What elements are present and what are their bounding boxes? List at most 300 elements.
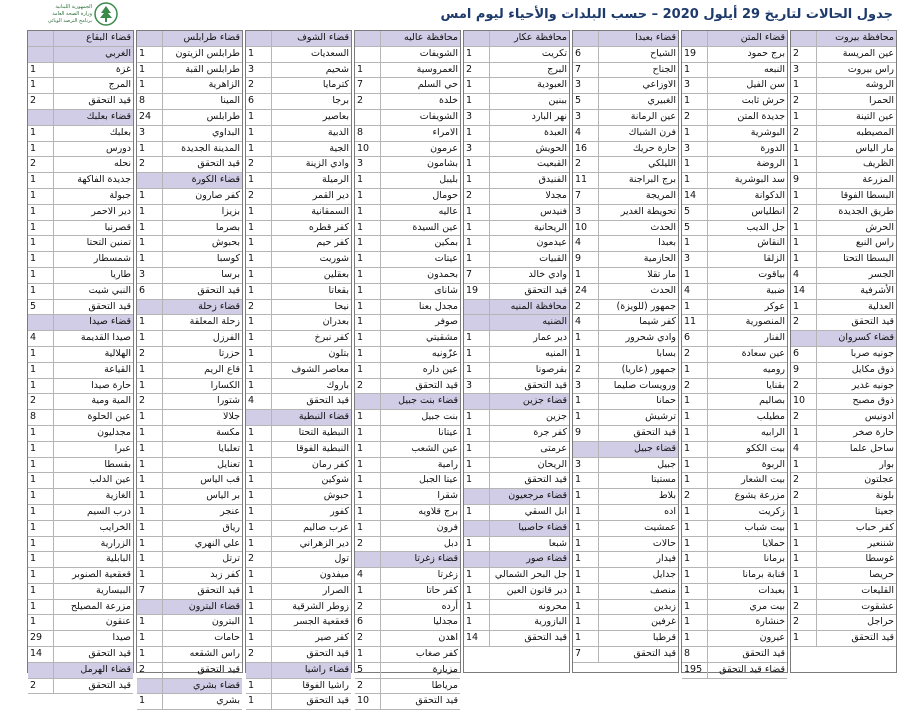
case-count: 1	[355, 331, 381, 346]
table-row	[137, 236, 242, 252]
table-row	[355, 78, 460, 94]
case-count	[355, 552, 381, 567]
case-count	[355, 31, 381, 46]
case-count: 3	[573, 78, 599, 93]
case-count: 1	[573, 347, 599, 362]
table-row	[246, 458, 351, 474]
locality-name: الشويفات	[419, 47, 458, 59]
case-count: 1	[246, 442, 272, 457]
region-header-row	[791, 331, 896, 347]
locality-name: النبطية الفوقا	[296, 442, 349, 454]
table-row	[137, 537, 242, 553]
table-row	[791, 600, 896, 616]
locality-name: قيد التحقق	[306, 695, 349, 707]
case-count: 2	[355, 631, 381, 646]
locality-name: قضاء الشوف	[297, 32, 349, 43]
table-row	[464, 221, 569, 237]
case-count	[464, 394, 490, 409]
locality-name: تعنايل	[217, 458, 240, 470]
locality-name: الخرايب	[99, 521, 131, 533]
locality-name: انطلياس	[751, 205, 785, 217]
locality-name: مزرعة المصيلح	[70, 600, 131, 612]
locality-name: قضاء زحلة	[198, 300, 240, 312]
locality-name: البسطا التحتا	[843, 253, 894, 265]
table-row	[355, 47, 460, 63]
locality-name: روميه	[762, 363, 785, 375]
table-row	[137, 205, 242, 221]
table-row	[573, 615, 678, 631]
case-count: 1	[791, 110, 817, 125]
locality-name: شوكين	[321, 474, 349, 486]
locality-name: حبوش	[323, 490, 349, 502]
table-row	[791, 552, 896, 568]
locality-name: حي السلم	[417, 79, 458, 91]
table-row	[355, 584, 460, 600]
locality-name: حريصا	[869, 569, 894, 581]
table-row	[246, 189, 351, 205]
locality-name: جمهور (عاريا)	[621, 363, 676, 375]
locality-name: مجدليون	[97, 426, 131, 438]
table-column	[681, 30, 788, 673]
table-row	[355, 331, 460, 347]
case-count: 1	[246, 347, 272, 362]
locality-name: زوطر الشرقية	[292, 600, 349, 612]
table-row	[573, 47, 678, 63]
locality-name: عرب صاليم	[303, 521, 349, 533]
table-row	[682, 236, 787, 252]
locality-name: البرج	[547, 63, 567, 75]
table-row	[246, 236, 351, 252]
case-count: 24	[137, 110, 163, 125]
table-row	[246, 473, 351, 489]
table-row	[137, 142, 242, 158]
table-row	[682, 363, 787, 379]
case-count: 5	[28, 300, 54, 315]
table-row	[573, 363, 678, 379]
locality-name: مستيتا	[650, 474, 676, 486]
table-row	[355, 189, 460, 205]
table-row	[791, 473, 896, 489]
case-count: 1	[246, 537, 272, 552]
case-count: 1	[791, 537, 817, 552]
locality-name: قضاء جزين	[522, 395, 567, 407]
table-row	[791, 110, 896, 126]
table-row	[246, 221, 351, 237]
locality-name: جبولة	[109, 189, 131, 201]
locality-name: كفر زبد	[210, 569, 240, 581]
locality-name: مطيلب	[756, 411, 785, 423]
case-count: 1	[246, 126, 272, 141]
table-row	[791, 142, 896, 158]
locality-name: شمسطار	[93, 253, 131, 265]
locality-name: زبدين	[653, 600, 676, 612]
table-row	[682, 78, 787, 94]
locality-name: حارة صخر	[853, 426, 894, 438]
locality-name: الجية	[329, 142, 349, 154]
case-count: 1	[355, 505, 381, 520]
locality-name: مجدلا	[545, 189, 567, 201]
locality-name: باروك	[326, 379, 349, 391]
locality-name: وادي شحرور	[625, 332, 676, 344]
table-row	[246, 331, 351, 347]
case-count: 1	[791, 458, 817, 473]
locality-name: الشويفات	[419, 110, 458, 122]
case-count: 1	[246, 47, 272, 62]
table-row	[573, 584, 678, 600]
case-count: 4	[246, 394, 272, 409]
table-row	[137, 94, 242, 110]
case-count: 2	[682, 379, 708, 394]
locality-name: قيد التحقق	[851, 632, 894, 644]
case-count: 7	[573, 63, 599, 78]
case-count: 1	[137, 379, 163, 394]
locality-name: بر الياس	[206, 490, 240, 502]
table-row	[246, 679, 351, 695]
table-row	[355, 615, 460, 631]
locality-name: برمانا	[763, 553, 785, 565]
table-row	[137, 489, 242, 505]
table-row	[573, 521, 678, 537]
locality-name: عين الشعب	[411, 442, 458, 454]
case-count: 2	[573, 363, 599, 378]
locality-name: بزيزا	[221, 205, 240, 217]
locality-name: نيحا	[334, 300, 349, 312]
table-row	[246, 173, 351, 189]
locality-name: المرج	[108, 79, 131, 91]
case-count: 1	[791, 521, 817, 536]
locality-name: علي النهري	[194, 537, 240, 549]
table-row	[682, 252, 787, 268]
case-count: 1	[791, 236, 817, 251]
case-count: 5	[573, 94, 599, 109]
table-row	[246, 379, 351, 395]
region-header-row	[573, 31, 678, 47]
table-row	[28, 221, 133, 237]
locality-name: عين الرمانة	[630, 110, 676, 122]
locality-name: الزرارية	[100, 537, 131, 549]
table-row	[137, 473, 242, 489]
table-row	[137, 631, 242, 647]
locality-name: غرفين	[651, 616, 676, 628]
locality-name: تعلبايا	[218, 442, 240, 454]
table-row	[137, 315, 242, 331]
region-header-row	[137, 600, 242, 616]
case-count: 29	[28, 631, 54, 646]
table-row	[791, 47, 896, 63]
locality-name: مرياطا	[431, 679, 458, 691]
case-count	[137, 173, 163, 188]
table-row	[137, 63, 242, 79]
case-count: 10	[573, 221, 599, 236]
table-row	[137, 126, 242, 142]
table-row	[137, 347, 242, 363]
table-row	[355, 236, 460, 252]
locality-name: البيسارية	[96, 584, 131, 596]
case-count: 1	[791, 221, 817, 236]
table-row	[246, 647, 351, 663]
locality-name: العدلية	[868, 300, 894, 312]
locality-name: قضاء الكورة	[191, 174, 240, 186]
case-count	[137, 31, 163, 46]
locality-name: النبطية التحتا	[298, 426, 349, 438]
case-count: 9	[573, 252, 599, 267]
case-count: 1	[246, 268, 272, 283]
case-count: 1	[682, 236, 708, 251]
case-count: 7	[573, 189, 599, 204]
locality-name: طريق الجديدة	[838, 205, 894, 217]
locality-name: الزلقا	[763, 253, 785, 265]
table-row	[137, 47, 242, 63]
table-row	[682, 221, 787, 237]
table-row	[355, 647, 460, 663]
locality-name: فرون	[436, 521, 458, 533]
case-count: 1	[682, 300, 708, 315]
case-count	[28, 315, 54, 330]
table-row	[464, 410, 569, 426]
table-row	[682, 442, 787, 458]
locality-name: حرش ثابت	[741, 95, 785, 107]
table-row	[28, 252, 133, 268]
case-count: 1	[28, 363, 54, 378]
locality-name: قضاء صور	[526, 553, 567, 565]
case-count: 24	[573, 284, 599, 299]
table-row	[28, 521, 133, 537]
table-row	[355, 489, 460, 505]
locality-name: برج قلاويه	[418, 505, 458, 517]
case-count: 1	[28, 78, 54, 93]
case-count: 1	[682, 268, 708, 283]
locality-name: عين الحلوة	[87, 411, 131, 423]
case-count: 1	[28, 347, 54, 362]
table-row	[28, 347, 133, 363]
case-count: 1	[355, 442, 381, 457]
table-row	[464, 363, 569, 379]
case-count: 2	[246, 78, 272, 93]
locality-name: شحيم	[325, 63, 349, 75]
table-row	[137, 568, 242, 584]
table-row	[137, 458, 242, 474]
case-count: 1	[246, 426, 272, 441]
locality-name: قب الياس	[200, 474, 240, 486]
locality-name: مكسة	[216, 426, 240, 438]
table-row	[355, 679, 460, 695]
region-header-row	[28, 47, 133, 63]
locality-name: بيت الككو	[746, 442, 785, 454]
table-row	[355, 173, 460, 189]
table-row	[573, 568, 678, 584]
case-count: 19	[464, 284, 490, 299]
case-count: 1	[355, 521, 381, 536]
table-row	[682, 142, 787, 158]
region-header-row	[137, 31, 242, 47]
table-row	[28, 647, 133, 663]
locality-name: كفر صير	[315, 632, 349, 644]
table-row	[573, 426, 678, 442]
table-row	[28, 442, 133, 458]
region-header-row	[573, 442, 678, 458]
table-row	[791, 189, 896, 205]
case-count: 1	[682, 363, 708, 378]
locality-name: الدكوانة	[754, 189, 785, 201]
locality-name: الريحانية	[533, 221, 567, 233]
locality-name: قنابة برمانا	[742, 569, 785, 581]
case-count: 1	[28, 489, 54, 504]
table-row	[137, 394, 242, 410]
region-header-row	[246, 663, 351, 679]
locality-name: قضاء الهرمل	[80, 663, 131, 675]
case-count: 1	[137, 458, 163, 473]
case-count: 1	[464, 568, 490, 583]
locality-name: غوسطا	[865, 553, 894, 565]
locality-name: صيدا	[112, 632, 131, 644]
case-count: 5	[682, 205, 708, 220]
locality-name: الحرش	[865, 221, 894, 233]
case-count: 2	[791, 205, 817, 220]
case-count: 1	[137, 47, 163, 62]
locality-name: قضاء البترون	[188, 600, 240, 612]
case-count: 1	[355, 63, 381, 78]
case-count: 3	[137, 126, 163, 141]
case-count: 2	[246, 552, 272, 567]
table-row	[246, 568, 351, 584]
case-count: 2	[791, 94, 817, 109]
locality-name: الفرزل	[212, 332, 240, 344]
region-header-row	[28, 110, 133, 126]
case-count: 1	[137, 63, 163, 78]
table-row	[137, 110, 242, 126]
locality-name: راس بيروت	[847, 63, 894, 75]
table-row	[137, 252, 242, 268]
table-row	[464, 600, 569, 616]
case-count: 1	[137, 252, 163, 267]
locality-name: جبيل	[657, 458, 676, 470]
case-count: 1	[682, 173, 708, 188]
table-row	[355, 694, 460, 710]
case-count: 1	[28, 63, 54, 78]
case-count: 1	[464, 473, 490, 488]
case-count: 1	[355, 426, 381, 441]
case-count: 1	[355, 363, 381, 378]
locality-name: كفر حاتا	[426, 584, 458, 596]
case-count: 1	[573, 331, 599, 346]
table-row	[137, 426, 242, 442]
case-count: 1	[791, 552, 817, 567]
table-row	[791, 284, 896, 300]
logo-line: الجمهورية اللبنانية	[55, 4, 92, 10]
case-count: 7	[464, 268, 490, 283]
case-count: 1	[682, 537, 708, 552]
locality-name: برجا	[332, 95, 349, 107]
table-row	[464, 252, 569, 268]
locality-name: كفر صغاب	[415, 648, 458, 660]
table-row	[137, 189, 242, 205]
locality-name: وادي خالد	[528, 268, 567, 280]
case-count: 6	[246, 94, 272, 109]
table-row	[246, 442, 351, 458]
table-row	[682, 63, 787, 79]
case-count: 1	[573, 473, 599, 488]
locality-name: ترشيش	[645, 411, 676, 423]
table-row	[464, 78, 569, 94]
locality-name: المزرعة	[862, 174, 894, 186]
locality-name: اده	[664, 505, 676, 517]
table-row	[573, 631, 678, 647]
region-header-row	[791, 31, 896, 47]
locality-name: زغرتا	[437, 569, 458, 581]
locality-name: عين الدلب	[89, 474, 131, 486]
table-row	[682, 473, 787, 489]
table-row	[355, 363, 460, 379]
case-count: 1	[464, 442, 490, 457]
table-row	[464, 505, 569, 521]
case-count: 5	[355, 663, 381, 678]
table-row	[246, 363, 351, 379]
case-count: 1	[682, 94, 708, 109]
case-count: 1	[464, 47, 490, 62]
locality-name: القبعيت	[537, 158, 567, 170]
table-row	[464, 110, 569, 126]
table-row	[246, 268, 351, 284]
table-row	[28, 94, 133, 110]
case-count: 1	[246, 379, 272, 394]
locality-name: النبعه	[764, 63, 785, 75]
case-count: 1	[573, 394, 599, 409]
case-count: 2	[355, 679, 381, 694]
locality-name: بعبدات	[758, 584, 785, 596]
table-row	[464, 426, 569, 442]
table-row	[682, 189, 787, 205]
table-row	[355, 442, 460, 458]
case-count: 1	[355, 347, 381, 362]
table-row	[246, 505, 351, 521]
case-count: 1	[355, 584, 381, 599]
case-count: 1	[682, 552, 708, 567]
locality-name: بعدران	[322, 316, 349, 328]
case-count: 1	[28, 268, 54, 283]
table-row	[246, 157, 351, 173]
locality-name: الكسارا	[210, 379, 240, 391]
case-count: 1	[682, 394, 708, 409]
table-row	[791, 426, 896, 442]
locality-name: حراجل	[867, 616, 894, 628]
case-count	[355, 394, 381, 409]
table-row	[246, 426, 351, 442]
locality-name: برج البراجنة	[628, 174, 676, 186]
locality-name: بلاط	[658, 490, 676, 502]
case-count: 1	[791, 631, 817, 646]
table-row	[28, 300, 133, 316]
locality-name: جزين	[546, 411, 567, 423]
locality-name: بحبوش	[211, 237, 240, 249]
table-row	[355, 315, 460, 331]
locality-name: قضاء مرجعيون	[508, 490, 567, 502]
locality-name: تول	[334, 553, 349, 565]
table-row	[355, 458, 460, 474]
table-row	[791, 315, 896, 331]
region-header-row	[355, 394, 460, 410]
case-count: 1	[246, 331, 272, 346]
locality-name: قضاء حاصبيا	[518, 521, 567, 533]
locality-name: الهلالية	[104, 347, 131, 359]
locality-name: راشيا الفوقا	[302, 679, 349, 691]
table-row	[246, 142, 351, 158]
case-count: 2	[137, 157, 163, 172]
table-row	[28, 489, 133, 505]
table-row	[246, 489, 351, 505]
table-row	[791, 615, 896, 631]
case-count	[28, 47, 54, 62]
locality-name: بشامون	[427, 158, 458, 170]
